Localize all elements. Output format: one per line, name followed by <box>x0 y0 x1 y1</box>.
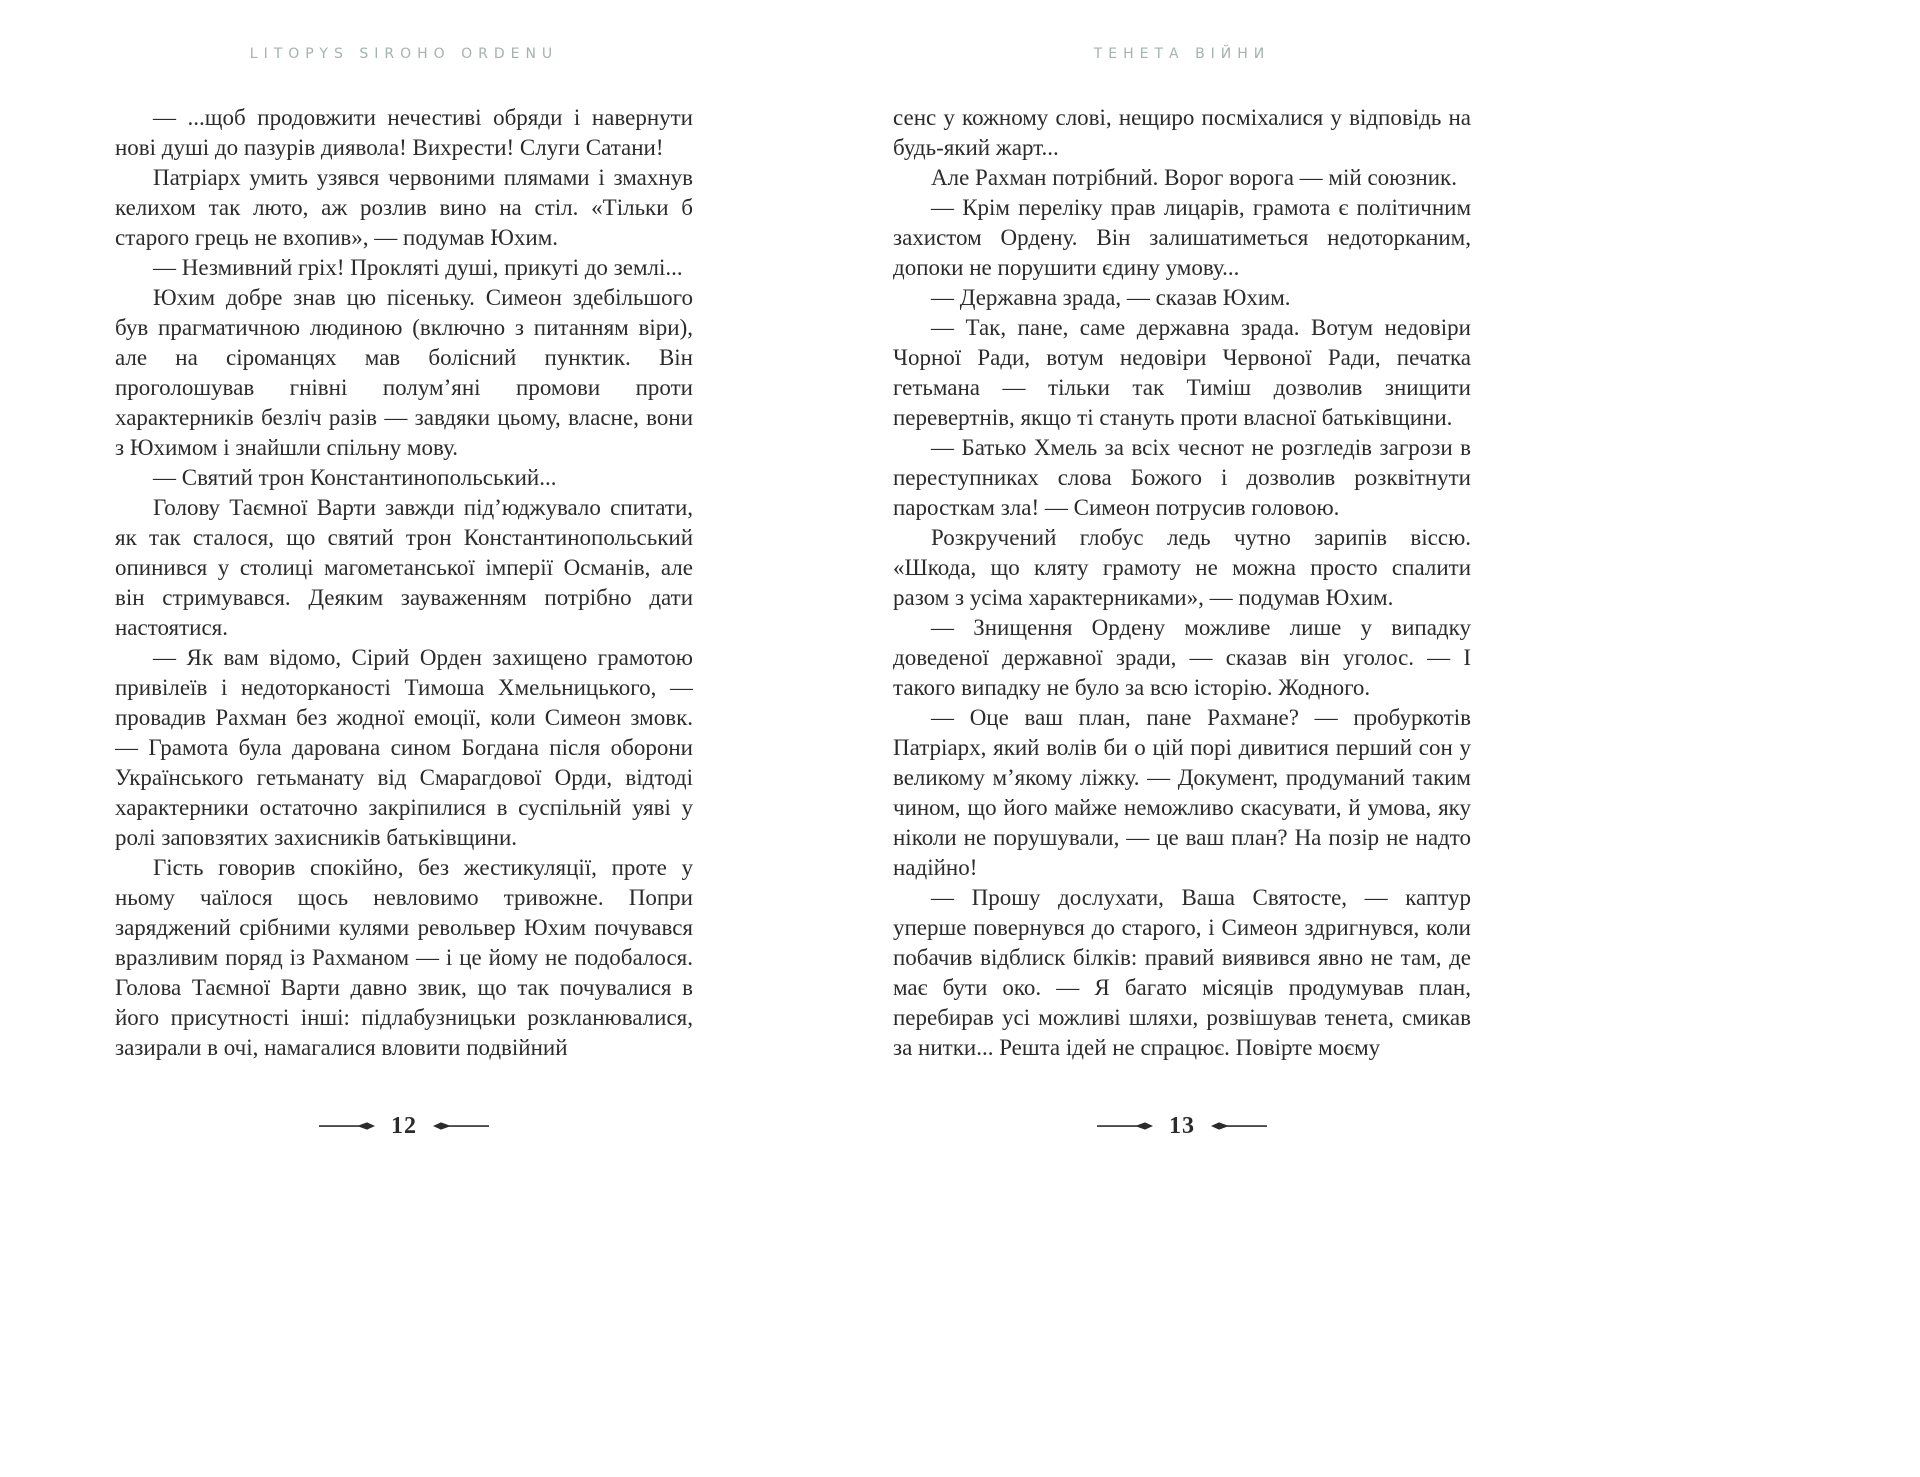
right-page-footer <box>893 1108 1471 1144</box>
page-number-left: 12 <box>391 1113 417 1139</box>
page-number-flourish-right-icon <box>1211 1121 1267 1131</box>
paragraph: Патріарх умить узявся червоними плямами і змахнув келихом так люто, аж розлив вино на стіл. «Тільки б старого грець не вхопив», — подумав Юхим. <box>115 165 693 250</box>
paragraph: — Оце ваш план, пане Рахмане? — пробуркотів Патріарх, який волів би о цій порі дивитися перший сон у великому м’якому ліжку. — Документ, продуманий таким чином, що його майже неможливо скасувати, й умова, яку ніколи не порушували, — це ваш план? На позір не надто надійно! <box>893 705 1471 880</box>
paragraph: Розкручений глобус ледь чутно зарипів віссю. «Шкода, що кляту грамоту не можна просто спалити разом з усіма характерниками», — подумав Юхим. <box>893 525 1471 610</box>
paragraph: Але Рахман потрібний. Ворог ворога — мій союзник. <box>931 165 1457 190</box>
left-page-text <box>115 103 693 1063</box>
paragraph: — Прошу дослухати, Ваша Святосте, — каптур уперше повернувся до старого, і Симеон здригнувся, коли побачив відблиск білків: правий виявився явно не там, де має бути око. — Я багато місяців продумував план, перебирав усі можливі шляхи, розвішував тенета, смикав за нитки... Решта ідей не спрацює. Повірте моєму <box>893 885 1471 1060</box>
paragraph: сенс у кожному слові, нещиро посміхалися у відповідь на будь-який жарт... <box>893 105 1471 160</box>
paragraph: Юхим добре знав цю пісеньку. Симеон здебільшого був прагматичною людиною (включно з питанням віри), але на сіроманцях мав болісний пунктик. Він проголошував гнівні полум’яні промови проти характерників безліч разів — завдяки цьому, власне, вони з Юхимом і знайшли спільну мову. <box>115 285 693 460</box>
paragraph: — Як вам відомо, Сірий Орден захищено грамотою привілеїв і недоторканості Тимоша Хмельницького, — провадив Рахман без жодної емоції, коли Симеон змовк. — Грамота була дарована сином Богдана після оборони Українського гетьманату від Смарагдової Орди, відтоді характерники остаточно закріпилися в суспільній уяві у ролі заповзятих захисників батьківщини. <box>115 645 693 850</box>
paragraph: — Незмивний гріх! Прокляті душі, прикуті до землі... <box>153 255 683 280</box>
running-header-left: LITOPYS SIROHO ORDENU <box>249 46 559 62</box>
paragraph: — Державна зрада, — сказав Юхим. <box>931 285 1291 310</box>
paragraph: — Знищення Ордену можливе лише у випадку доведеної державної зради, — сказав він уголос. — І такого випадку не було за всю історію. Жодного. <box>893 615 1471 700</box>
right-page-text <box>893 103 1471 1063</box>
page-number-flourish-left-icon <box>319 1121 375 1131</box>
page-number-right: 13 <box>1169 1113 1195 1139</box>
paragraph: — Так, пане, саме державна зрада. Вотум недовіри Чорної Ради, вотум недовіри Червоної Ради, печатка гетьмана — тільки так Тиміш дозволив знищити перевертнів, якщо ті стануть проти власної батьківщини. <box>893 315 1471 430</box>
paragraph: Голову Таємної Варти завжди під’юджувало спитати, як так сталося, що святий трон Константинопольський опинився у столиці магометанської імперії Османів, але він стримувався. Деяким зауваженням потрібно дати настоятися. <box>115 495 693 640</box>
page-number-flourish-right-icon <box>433 1121 489 1131</box>
paragraph: — Батько Хмель за всіх чеснот не розгледів загрози в переступниках слова Божого і дозволив розквітнути паросткам зла! — Симеон потрусив головою. <box>893 435 1471 520</box>
paragraph: Гість говорив спокійно, без жестикуляції, проте у ньому чаїлося щось невловимо тривожне. Попри заряджений срібними кулями револьвер Юхим почувався вразливим поряд із Рахманом — і це йому не подобалося. Голова Таємної Варти давно звик, що так почувалися в його присутності інші: підлабузницьки розкланювалися, зазирали в очі, намагалися вловити подвійний <box>115 855 693 1060</box>
running-header-right: ТЕНЕТА ВІЙНИ <box>1093 46 1271 62</box>
left-page-footer <box>115 1108 693 1144</box>
page-number-flourish-left-icon <box>1097 1121 1153 1131</box>
paragraph: — Крім переліку прав лицарів, грамота є політичним захистом Ордену. Він залишатиметься недоторканим, допоки не порушити єдину умову... <box>893 195 1471 280</box>
paragraph: — Святий трон Константинопольський... <box>153 465 557 490</box>
paragraph: — ...щоб продовжити нечестиві обряди і навернути нові душі до пазурів диявола! Вихрести! Слуги Сатани! <box>115 105 693 160</box>
